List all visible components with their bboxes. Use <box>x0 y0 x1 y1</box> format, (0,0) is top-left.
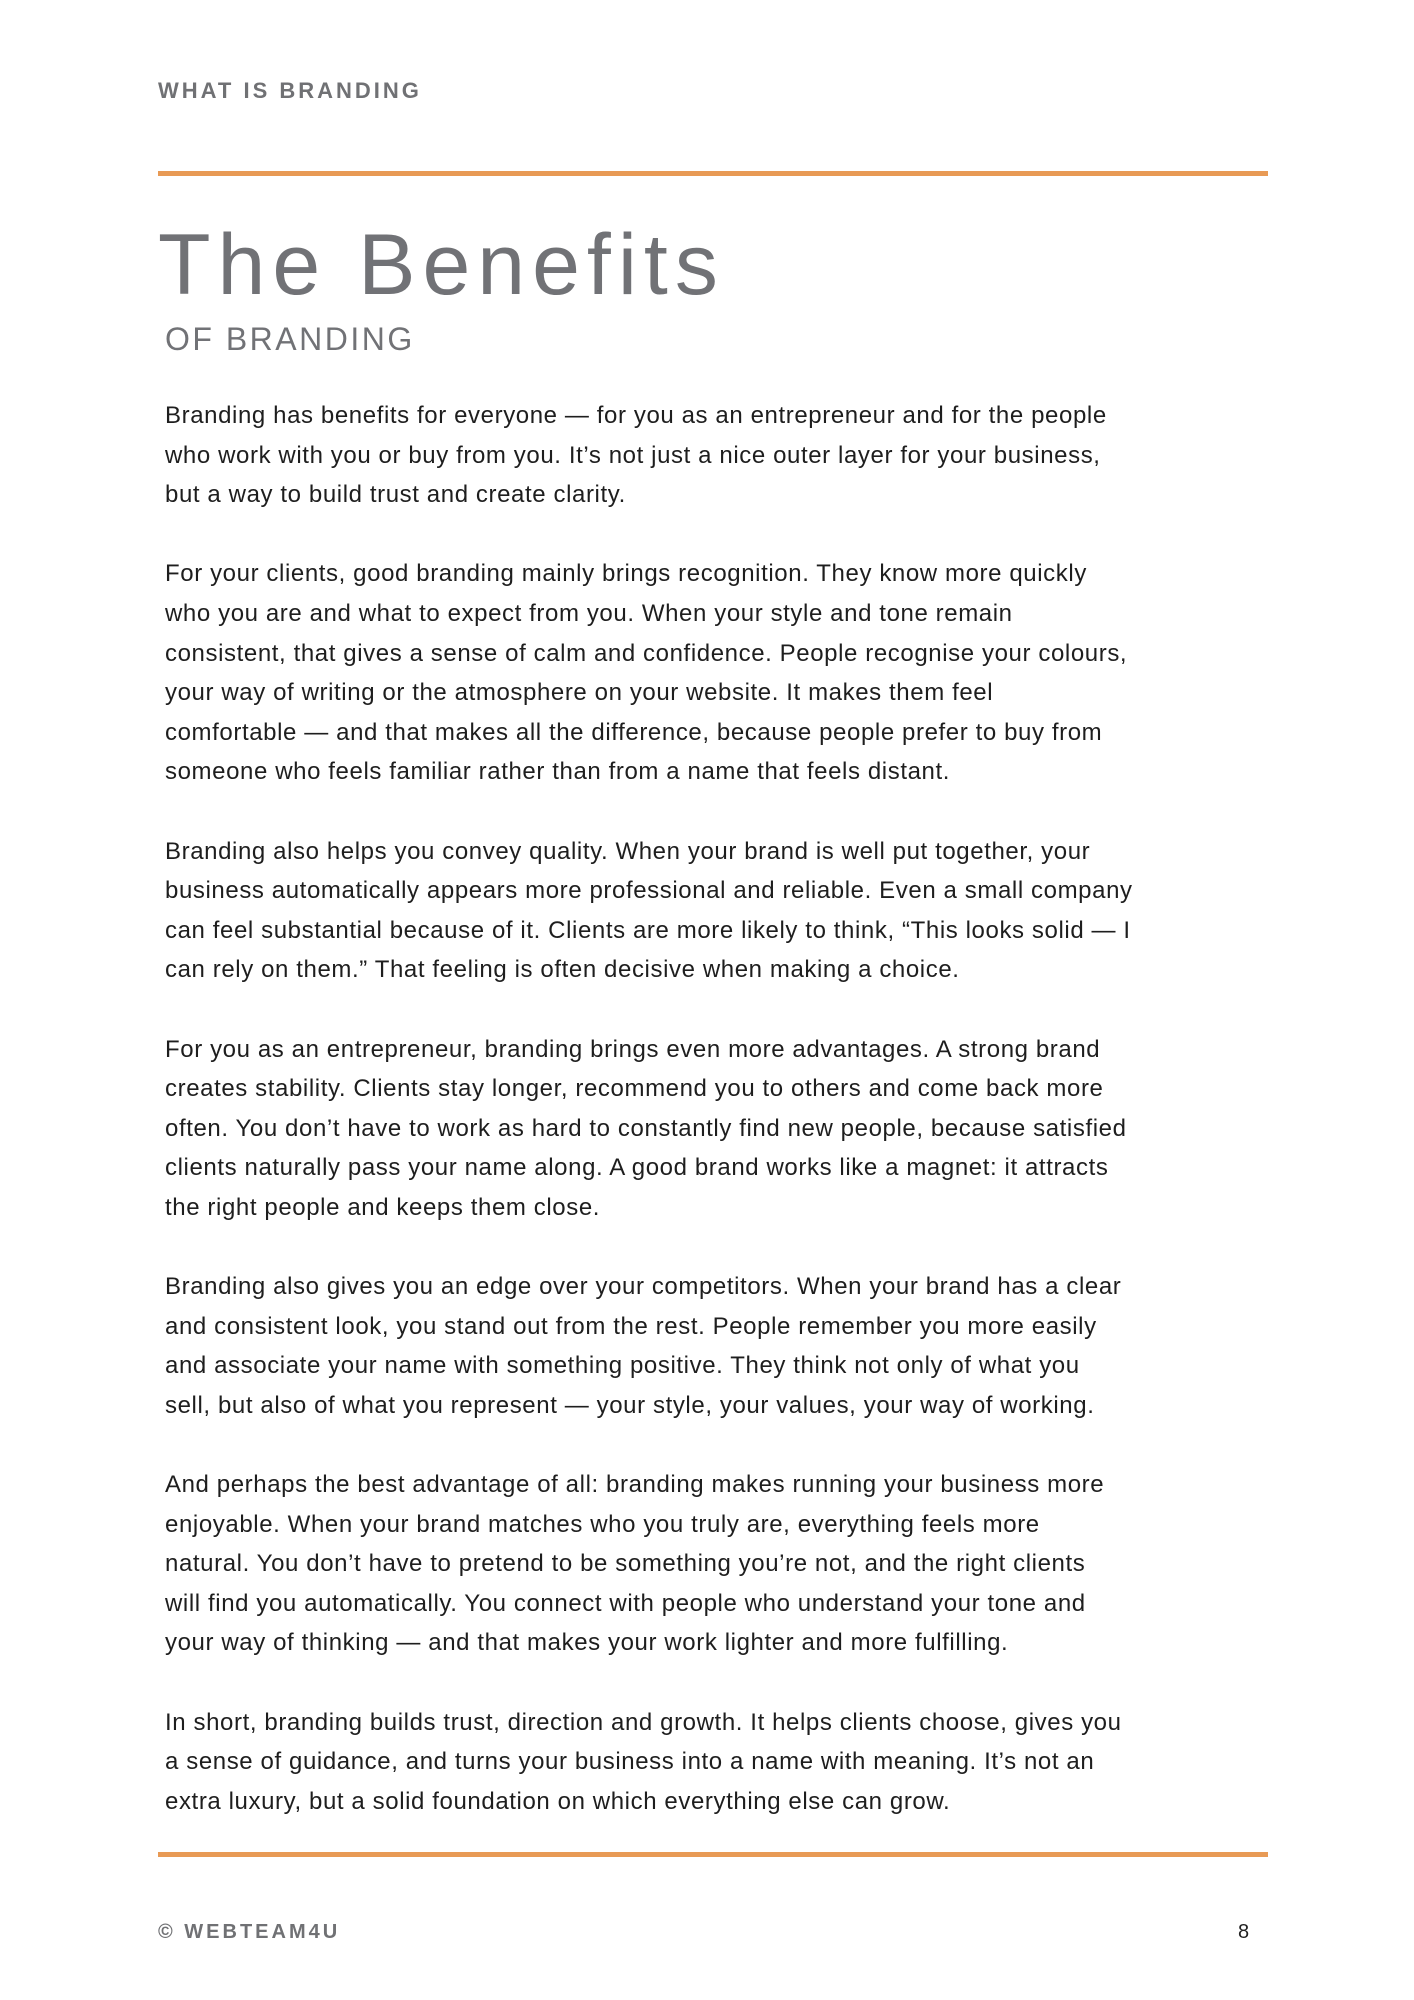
section-header: WHAT IS BRANDING <box>158 78 422 103</box>
paragraph-line: your way of thinking — and that makes your work lighter and more fulfilling. <box>165 1629 1009 1657</box>
paragraph-line: extra luxury, but a solid foundation on which everything else can grow. <box>165 1787 951 1815</box>
paragraph-line: will find you automatically. You connect with people who understand your tone and <box>165 1589 1086 1617</box>
paragraph-line: And perhaps the best advantage of all: branding makes running your business more <box>165 1471 1105 1499</box>
paragraph-line: but a way to build trust and create clarity. <box>165 481 626 509</box>
page-title: The Benefits <box>158 217 725 313</box>
paragraph-line: and associate your name with something positive. They think not only of what you <box>165 1352 1080 1380</box>
paragraph-line: comfortable — and that makes all the difference, because people prefer to buy from <box>165 718 1103 746</box>
paragraph-line: business automatically appears more professional and reliable. Even a small company <box>165 877 1133 905</box>
footer-copyright: © WEBTEAM4U <box>158 1921 341 1943</box>
paragraph-line: consistent, that gives a sense of calm and confidence. People recognise your colours, <box>165 639 1128 667</box>
paragraph-line: sell, but also of what you represent — your style, your values, your way of working. <box>165 1391 1095 1419</box>
paragraph-line: For your clients, good branding mainly brings recognition. They know more quickly <box>165 560 1087 588</box>
paragraph-line: Branding also helps you convey quality. When your brand is well put together, your <box>165 837 1091 865</box>
paragraph <box>165 396 1295 515</box>
paragraph <box>165 554 1295 792</box>
paragraph-line: For you as an entrepreneur, branding brings even more advantages. A strong brand <box>165 1035 1101 1063</box>
paragraph-line: In short, branding builds trust, direction and growth. It helps clients choose, gives you <box>165 1708 1122 1736</box>
paragraph <box>165 832 1295 990</box>
paragraph-line: clients naturally pass your name along. A good brand works like a magnet: it attracts <box>165 1154 1109 1182</box>
paragraph-line: a sense of guidance, and turns your business into a name with meaning. It’s not an <box>165 1748 1095 1776</box>
paragraph-line: enjoyable. When your brand matches who you truly are, everything feels more <box>165 1510 1040 1538</box>
body-text <box>165 396 1295 1861</box>
page-number: 8 <box>1238 1921 1250 1943</box>
paragraph-line: can rely on them.” That feeling is often decisive when making a choice. <box>165 956 960 984</box>
paragraph <box>165 1267 1295 1425</box>
paragraph-line: who you are and what to expect from you. When your style and tone remain <box>165 599 1013 627</box>
paragraph-line: natural. You don’t have to pretend to be something you’re not, and the right clients <box>165 1550 1086 1578</box>
paragraph <box>165 1465 1295 1663</box>
top-divider <box>158 171 1268 176</box>
paragraph-line: someone who feels familiar rather than from a name that feels distant. <box>165 758 951 786</box>
paragraph-line: who work with you or buy from you. It’s not just a nice outer layer for your business, <box>165 441 1101 469</box>
paragraph-line: the right people and keeps them close. <box>165 1193 601 1221</box>
paragraph-line: Branding has benefits for everyone — for you as an entrepreneur and for the people <box>165 402 1107 429</box>
paragraph-line: often. You don’t have to work as hard to constantly find new people, because satisfied <box>165 1114 1127 1142</box>
paragraph <box>165 1030 1295 1228</box>
paragraph-line: Branding also gives you an edge over your competitors. When your brand has a clear <box>165 1273 1122 1301</box>
paragraph <box>165 1703 1295 1822</box>
bottom-divider <box>158 1852 1268 1857</box>
paragraph-line: can feel substantial because of it. Clients are more likely to think, “This looks solid — I <box>165 916 1131 944</box>
paragraph-line: and consistent look, you stand out from the rest. People remember you more easily <box>165 1312 1097 1340</box>
paragraph-line: creates stability. Clients stay longer, recommend you to others and come back more <box>165 1075 1104 1103</box>
paragraph-line: your way of writing or the atmosphere on your website. It makes them feel <box>165 679 994 707</box>
page-subtitle: OF BRANDING <box>165 321 415 357</box>
